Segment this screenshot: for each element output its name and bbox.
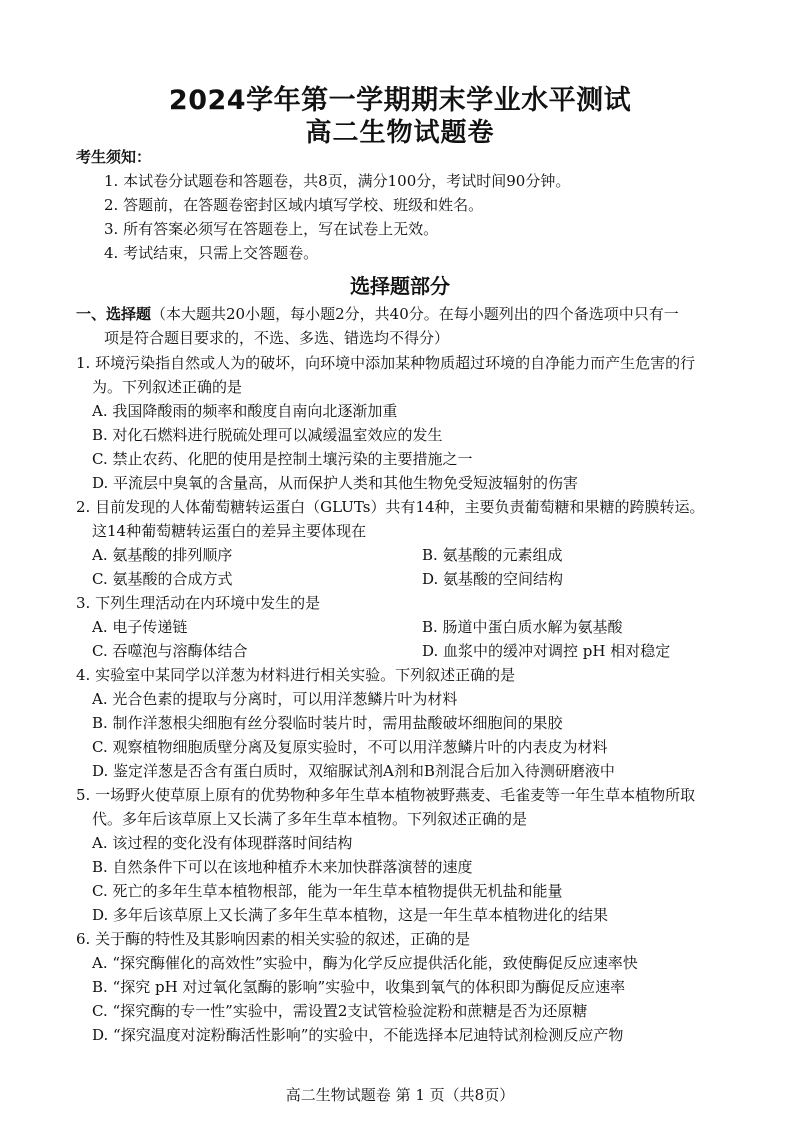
option-a: A. 电子传递链 <box>92 618 188 636</box>
option-b: B. 氨基酸的元素组成 <box>422 546 563 564</box>
option-c: C. 吞噬泡与溶酶体结合 <box>92 642 248 660</box>
section-instructions <box>76 303 679 324</box>
question-stem-cont: 这14种葡萄糖转运蛋白的差异主要体现在 <box>92 522 367 540</box>
option-b: B. 肠道中蛋白质水解为氨基酸 <box>422 618 623 636</box>
option-a: A. 光合色素的提取与分离时，可以用洋葱鳞片叶为材料 <box>92 690 458 708</box>
question-stem: 3. 下列生理活动在内环境中发生的是 <box>76 594 321 612</box>
option-a: A. 我国降酸雨的频率和酸度自南向北逐渐加重 <box>92 402 398 420</box>
section-instructions-text: （本大题共20小题，每小题2分，共40分。在每小题列出的四个备选项中只有一 <box>151 305 679 323</box>
option-c: C. 观察植物细胞质壁分离及复原实验时，不可以用洋葱鳞片叶的内表皮为材料 <box>92 738 608 756</box>
question-stem-cont: 代。多年后该草原上又长满了多年生草本植物。下列叙述正确的是 <box>92 810 528 828</box>
option-c: C. 禁止农药、化肥的使用是控制土壤污染的主要措施之一 <box>92 450 473 468</box>
question-stem: 2. 目前发现的人体葡萄糖转运蛋白（GLUTs）共有14种，主要负责葡萄糖和果糖的跨膜转运。 <box>76 498 705 516</box>
page-footer: 高二生物试题卷 第 1 页（共8页） <box>285 1086 515 1104</box>
question-stem: 4. 实验室中某同学以洋葱为材料进行相关实验。下列叙述正确的是 <box>76 666 516 684</box>
option-d: D. 多年后该草原上又长满了多年生草本植物，这是一年生草本植物进化的结果 <box>92 906 609 924</box>
question-stem: 1. 环境污染指自然或人为的破坏，向环境中添加某种物质超过环境的自净能力而产生危害的行 <box>76 354 696 372</box>
notice-item: 2. 答题前，在答题卷密封区域内填写学校、班级和姓名。 <box>104 196 484 214</box>
exam-subtitle: 高二生物试题卷 <box>305 118 495 148</box>
option-b: B. 制作洋葱根尖细胞有丝分裂临时装片时，需用盐酸破坏细胞间的果胶 <box>92 714 563 732</box>
notice-item: 3. 所有答案必须写在答题卷上，写在试卷上无效。 <box>104 220 439 238</box>
notice-heading: 考生须知： <box>76 148 152 166</box>
option-d: D. “探究温度对淀粉酶活性影响”的实验中，不能选择本尼迪特试剂检测反应产物 <box>92 1026 624 1044</box>
option-c: C. “探究酶的专一性”实验中，需设置2支试管检验淀粉和蔗糖是否为还原糖 <box>92 1002 588 1020</box>
section-label: 一、选择题 <box>76 305 152 323</box>
question-stem: 6. 关于酶的特性及其影响因素的相关实验的叙述，正确的是 <box>76 930 471 948</box>
option-c: C. 死亡的多年生草本植物根部，能为一年生草本植物提供无机盐和能量 <box>92 882 563 900</box>
exam-title: 2024学年第一学期期末学业水平测试 <box>168 85 632 116</box>
notice-item: 4. 考试结束，只需上交答题卷。 <box>104 244 319 262</box>
section-title: 选择题部分 <box>350 274 450 298</box>
option-a: A. 该过程的变化没有体现群落时间结构 <box>92 834 353 852</box>
notice-item: 1. 本试卷分试题卷和答题卷，共8页，满分100分，考试时间90分钟。 <box>104 172 571 190</box>
section-instructions-cont: 项是符合题目要求的，不选、多选、错选均不得分） <box>104 329 450 347</box>
option-d: D. 鉴定洋葱是否含有蛋白质时，双缩脲试剂A剂和B剂混合后加入待测研磨液中 <box>92 762 615 780</box>
option-a: A. “探究酶催化的高效性”实验中，酶为化学反应提供活化能，致使酶促反应速率快 <box>92 954 638 972</box>
option-b: B. 自然条件下可以在该地种植乔木来加快群落演替的速度 <box>92 858 473 876</box>
option-b: B. “探究 pH 对过氧化氢酶的影响”实验中，收集到氧气的体积即为酶促反应速率 <box>92 978 626 996</box>
option-b: B. 对化石燃料进行脱硫处理可以减缓温室效应的发生 <box>92 426 443 444</box>
option-c: C. 氨基酸的合成方式 <box>92 570 233 588</box>
option-a: A. 氨基酸的排列顺序 <box>92 546 233 564</box>
question-stem: 5. 一场野火使草原上原有的优势物种多年生草本植物被野燕麦、毛雀麦等一年生草本植物所取 <box>76 786 696 804</box>
option-d: D. 血浆中的缓冲对调控 pH 相对稳定 <box>422 642 671 660</box>
question-stem-cont: 为。下列叙述正确的是 <box>92 378 243 396</box>
option-d: D. 氨基酸的空间结构 <box>422 570 564 588</box>
option-d: D. 平流层中臭氧的含量高，从而保护人类和其他生物免受短波辐射的伤害 <box>92 474 579 492</box>
